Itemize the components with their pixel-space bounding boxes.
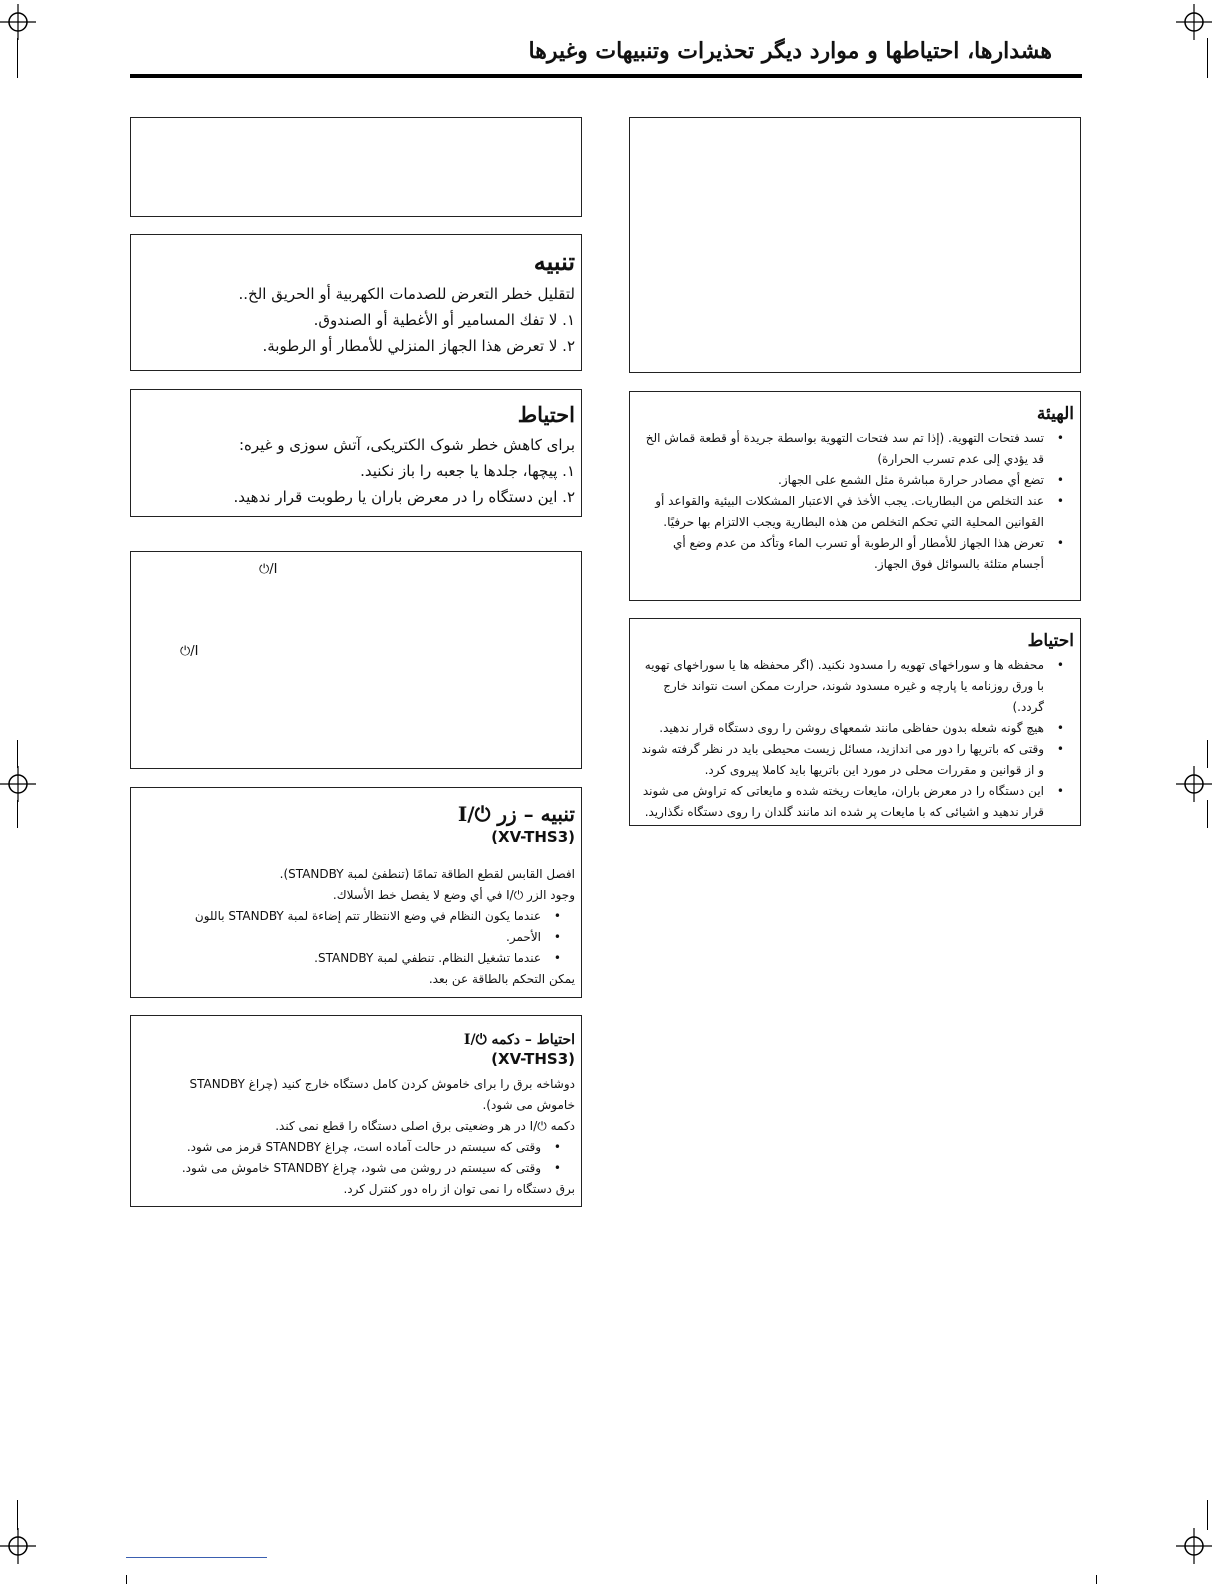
precaution-item: • این دستگاه را در معرض باران، مایعات ریخته شده و مایعاتی که تراوش می شوند قرار ندهید و اشیائی که با مایعات پر شده اند مانند گلدان را روی دستگاه نگذارید.: [638, 781, 1054, 823]
trim-line: [1207, 800, 1208, 828]
power-caution-line: يمكن التحكم بالطاقة عن بعد.: [428, 972, 575, 986]
power-caution-bullet: • وقتی که سیستم در روشن می شود، چراغ STANDBY خاموش می شود.: [139, 1158, 551, 1179]
precaution-item: • محفظه ها و سوراخهای تهویه را مسدود نکنید. (اگر محفظه ها یا سوراخهای تهویه با ورق روزنامه یا پارچه و غیره مسدود شوند، حرارت ممکن است نتواند خارج گردد.): [638, 655, 1054, 718]
trim-line: [17, 1500, 18, 1530]
registration-mark-icon: [0, 4, 36, 40]
caution-line: ٢. لا تعرض هذا الجهاز المنزلي للأمطار أو الرطوبة.: [262, 337, 575, 355]
registration-mark-icon: [0, 766, 36, 802]
footer-link-underline: [126, 1557, 267, 1558]
power-caution-bullet: • وقتی که سیستم در حالت آماده است، چراغ STANDBY قرمز می شود.: [139, 1137, 551, 1158]
power-caution-bullet: • عندما يكون النظام في وضع الانتظار تتم إضاءة لمبة STANDBY باللون: [139, 906, 551, 927]
precaution-item: • تعرض هذا الجهاز للأمطار أو الرطوبة أو تسرب الماء وتأكد من عدم وضع أي أجسام متلئة بالسوائل فوق الجهاز.: [638, 533, 1054, 575]
caution-line: برای کاهش خطر شوک الکتریکی، آتش سوزی و غیره:: [238, 436, 575, 454]
caution-title: تنبيه: [533, 247, 575, 276]
trim-line: [17, 38, 18, 78]
standby-symbol-box: [130, 551, 582, 769]
trim-line: [1207, 740, 1208, 768]
blank-notice-box: [629, 117, 1081, 373]
power-caution-bullet: • عندما تشغيل النظام. تنطفي لمبة STANDBY.: [139, 948, 551, 969]
persian-caution-box: [130, 389, 582, 517]
caution-line: ١. پیچها، جلدها یا جعبه را باز نکنید.: [360, 462, 575, 480]
registration-mark-icon: [1176, 766, 1212, 802]
trim-line: [126, 1575, 127, 1584]
page-title: هشدارها، احتیاطها و موارد دیگر تحذيرات وتنبيهات وغيرها: [528, 38, 1052, 64]
registration-mark-icon: [1176, 4, 1212, 40]
precautions-title: احتياط: [1027, 631, 1074, 651]
power-standby-icon: ⏻/I: [180, 644, 199, 659]
caution-line: لتقليل خطر التعرض للصدمات الكهربية أو الحريق الخ..: [238, 285, 575, 303]
registration-mark-icon: [0, 1528, 36, 1564]
page-header: [130, 30, 1082, 78]
power-caution-line: برق دستگاه را نمی توان از راه دور کنترل کرد.: [343, 1182, 575, 1196]
arabic-caution-box: [130, 234, 582, 371]
precaution-item: • وقتی که باتریها را دور می اندازید، مسائل زیست محیطی باید در نظر گرفته شوند و از قوانین و مقررات محلی در مورد این باتریها باید کاملا پیروی کرد.: [638, 739, 1054, 781]
power-caution-title: احتیاط – دکمه ⏻/I: [463, 1032, 575, 1048]
persian-power-button-box: [130, 1015, 582, 1207]
registration-mark-icon: [1176, 1528, 1212, 1564]
trim-line: [1096, 1575, 1097, 1584]
trim-line: [1207, 38, 1208, 78]
arabic-precautions-box: [629, 391, 1081, 601]
caution-line: ٢. این دستگاه را در معرض باران یا رطوبت قرار ندهید.: [233, 488, 575, 506]
trim-line: [1207, 1500, 1208, 1530]
trim-line: [17, 740, 18, 768]
trim-line: [17, 800, 18, 828]
blank-notice-box: [130, 117, 582, 217]
power-caution-title: تنبيه – زر ⏻/I: [457, 802, 575, 826]
power-standby-icon: ⏻/I: [259, 562, 278, 577]
arabic-power-button-box: [130, 787, 582, 998]
power-caution-line: وجود الزر ⏻/I في أي وضع لا يفصل خط الأسلاك.: [332, 888, 575, 902]
model-number: (XV-THS3): [491, 1050, 575, 1068]
precaution-item: • تسد فتحات التهوية. (إذا تم سد فتحات التهوية بواسطة جريدة أو قطعة قماش الخ قد يؤدي إلى عدم تسرب الحرارة): [638, 428, 1054, 470]
power-caution-line: خاموش می شود).: [482, 1098, 575, 1112]
precaution-item: • عند التخلص من البطاريات. يجب الأخذ في الاعتبار المشكلات البيئية والقواعد أو القوانين المحلية التي تحكم التخلص من هذه البطارية ويجب الالتزام بها حرفيًا.: [638, 491, 1054, 533]
power-caution-line: افصل القابس لقطع الطاقة تمامًا (تنطفئ لمبة STANDBY).: [279, 867, 575, 881]
power-caution-line: دکمه ⏻/I در هر وضعیتی برق اصلی دستگاه را قطع نمی کند.: [275, 1119, 575, 1133]
caution-line: ١. لا تفك المسامير أو الأغطية أو الصندوق.: [313, 311, 575, 329]
power-caution-line: • الأحمر.: [139, 927, 551, 948]
precaution-item: • هیچ گونه شعله بدون حفاظی مانند شمعهای روشن را روی دستگاه قرار ندهید.: [638, 718, 1054, 739]
model-number: (XV-THS3): [491, 828, 575, 846]
persian-precautions-box: [629, 618, 1081, 826]
precaution-item: • تضع أي مصادر حرارة مباشرة مثل الشمع على الجهاز.: [638, 470, 1054, 491]
caution-title: احتياط: [517, 402, 575, 427]
precautions-title: الهيئة: [1036, 404, 1074, 424]
power-caution-line: دوشاخه برق را برای خاموش کردن کامل دستگاه خارج کنید (چراغ STANDBY: [189, 1077, 575, 1091]
